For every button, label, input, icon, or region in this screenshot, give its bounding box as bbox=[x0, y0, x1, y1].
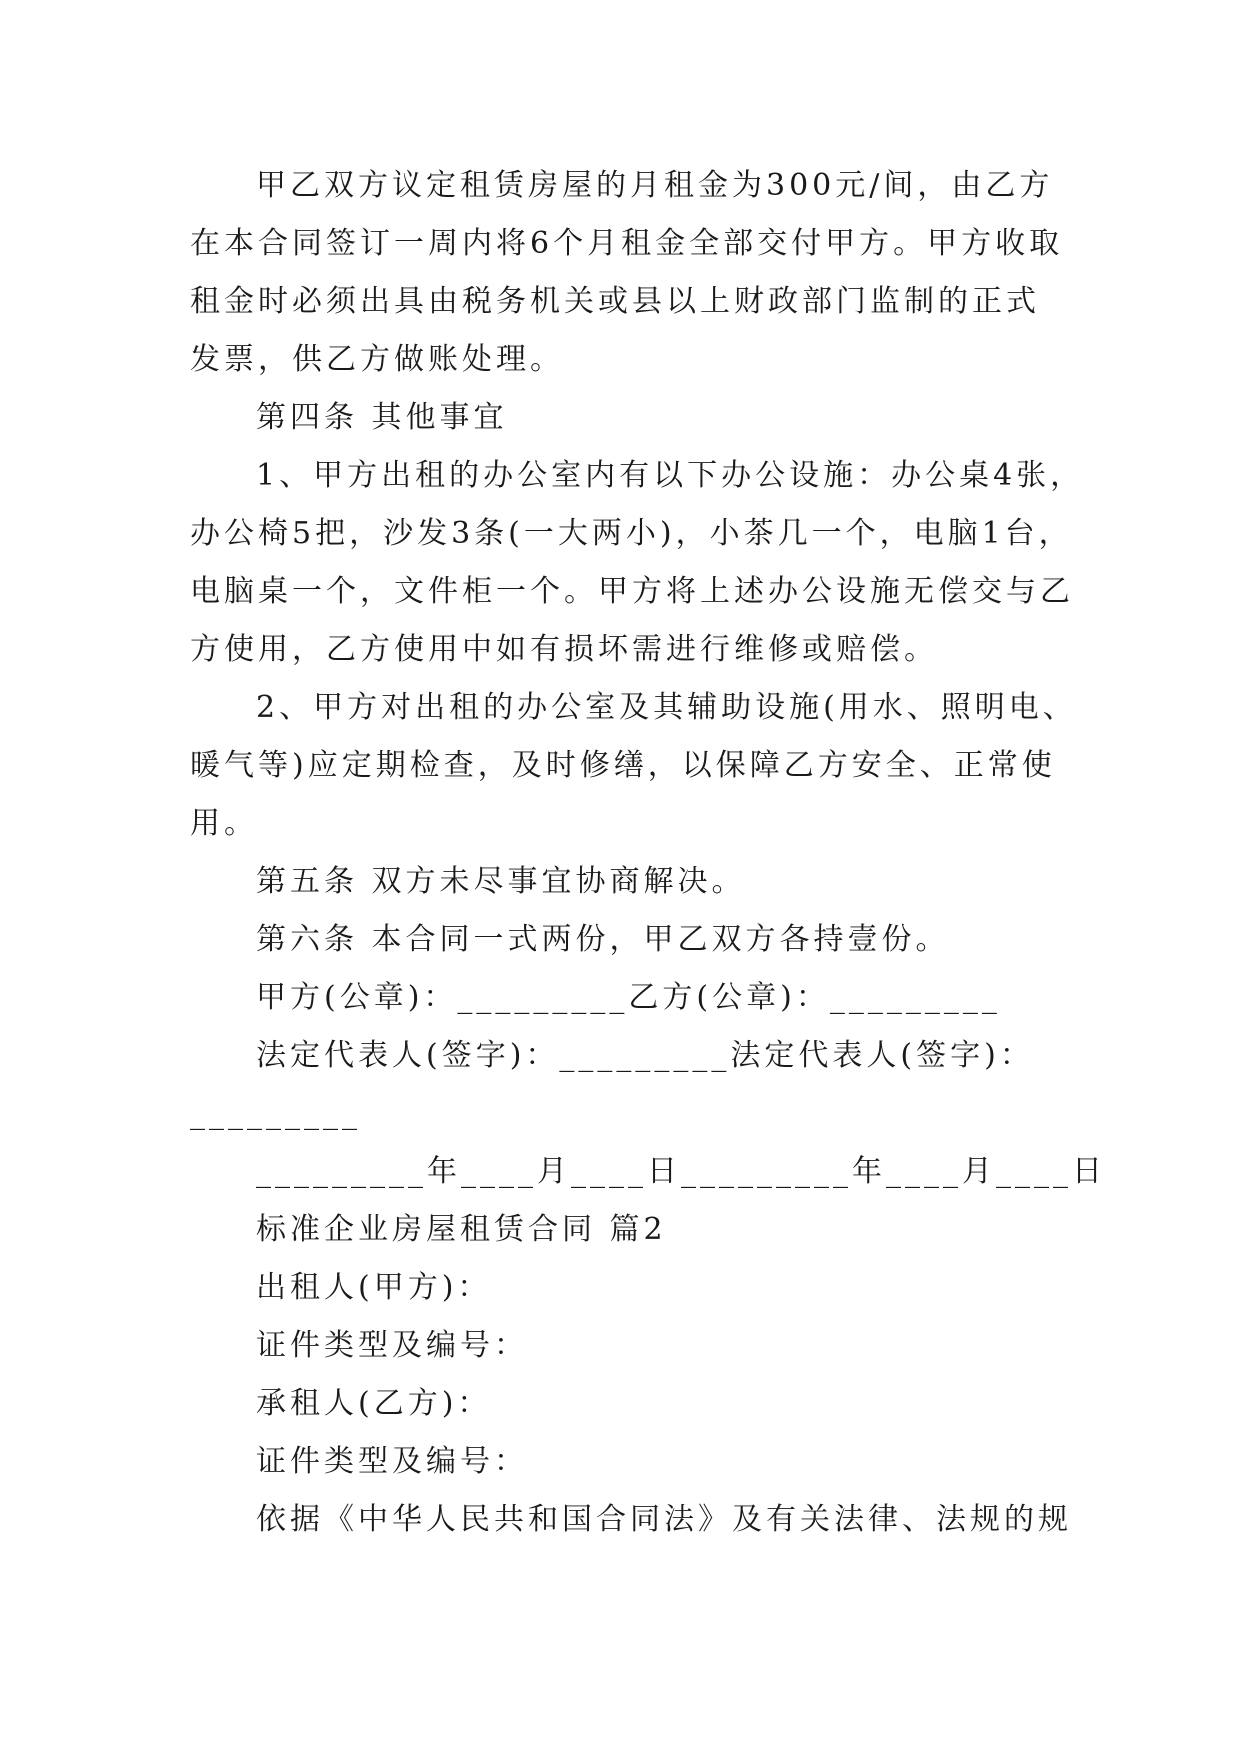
item-1-line-3: 电脑桌一个，文件柜一个。甲方将上述办公设施无偿交与乙 bbox=[190, 574, 1074, 609]
signature-line: 法定代表人(签字)：_________法定代表人(签字)： bbox=[256, 1038, 1034, 1073]
date-line: _________年____月____日_________年____月____日 bbox=[256, 1154, 1106, 1189]
article-5: 第五条 双方未尽事宜协商解决。 bbox=[256, 864, 746, 899]
item-1-line-1: 1、甲方出租的办公室内有以下办公设施：办公桌4张， bbox=[256, 458, 1085, 493]
item-1-line-2: 办公椅5把，沙发3条(一大两小)，小茶几一个，电脑1台， bbox=[190, 516, 1073, 551]
paragraph-rent-line-2: 在本合同签订一周内将6个月租金全部交付甲方。甲方收取 bbox=[190, 226, 1064, 261]
paragraph-rent-line-4: 发票，供乙方做账处理。 bbox=[190, 342, 564, 377]
signature-blank: _________ bbox=[190, 1096, 361, 1131]
legal-basis-line: 依据《中华人民共和国合同法》及有关法律、法规的规 bbox=[256, 1502, 1072, 1537]
paragraph-rent-line-3: 租金时必须出具由税务机关或县以上财政部门监制的正式 bbox=[190, 284, 1040, 319]
item-2-line-3: 用。 bbox=[190, 806, 258, 841]
item-2-line-2: 暖气等)应定期检查，及时修缮，以保障乙方安全、正常使 bbox=[190, 748, 1056, 783]
article-6: 第六条 本合同一式两份，甲乙双方各持壹份。 bbox=[256, 922, 950, 957]
article-4-heading: 第四条 其他事宜 bbox=[256, 400, 508, 435]
item-1-line-4: 方使用，乙方使用中如有损坏需进行维修或赔偿。 bbox=[190, 632, 938, 667]
seal-line: 甲方(公章)：_________乙方(公章)：_________ bbox=[256, 980, 1001, 1015]
paragraph-rent-line-1: 甲乙双方议定租赁房屋的月租金为300元/间，由乙方 bbox=[256, 168, 1054, 203]
lessee-id-field: 证件类型及编号： bbox=[256, 1444, 528, 1479]
lessor-field: 出租人(甲方)： bbox=[256, 1270, 492, 1305]
item-2-line-1: 2、甲方对出租的办公室及其辅助设施(用水、照明电、 bbox=[256, 690, 1077, 725]
contract-2-title: 标准企业房屋租赁合同 篇2 bbox=[256, 1212, 667, 1247]
lessor-id-field: 证件类型及编号： bbox=[256, 1328, 528, 1363]
lessee-field: 承租人(乙方)： bbox=[256, 1386, 492, 1421]
